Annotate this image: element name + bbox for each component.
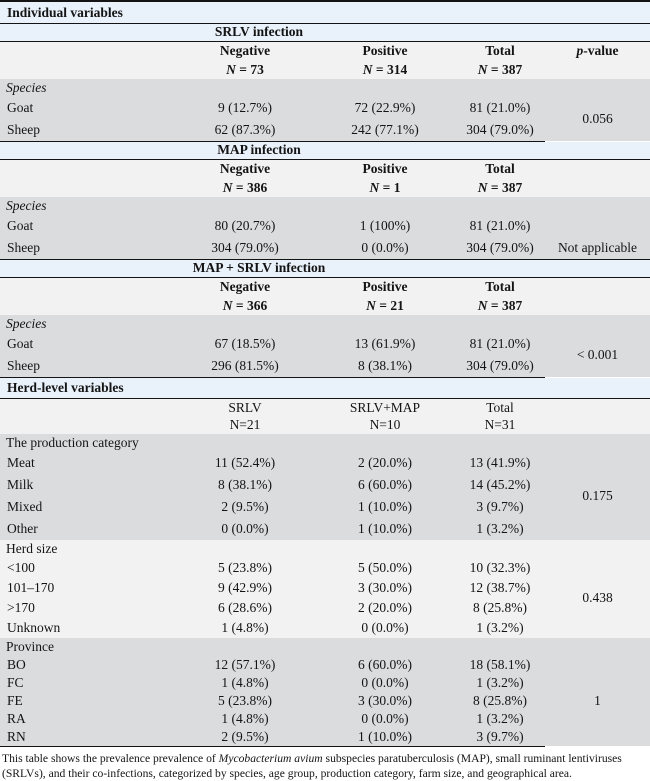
col-header-srlv-map: SRLV+MAP	[349, 399, 421, 415]
column-header-row	[0, 398, 650, 416]
row-label: Goat	[7, 336, 34, 352]
cell-value: 72 (22.9%)	[354, 100, 416, 116]
n-value: N = 386	[222, 179, 268, 195]
n-row	[0, 296, 650, 315]
p-value: 0.056	[582, 111, 613, 127]
cell-value: 81 (21.0%)	[469, 100, 531, 116]
cell-value: 2 (9.5%)	[221, 499, 269, 515]
col-header-positive: Positive	[362, 43, 408, 59]
row-label: BO	[7, 657, 26, 673]
cell-value: 2 (9.5%)	[175, 728, 315, 746]
cell-value: 304 (79.0%)	[455, 119, 545, 141]
n-row	[0, 416, 650, 434]
cell-value: 296 (81.5%)	[175, 355, 315, 377]
cell-value: 1 (10.0%)	[358, 521, 412, 537]
group-label: Herd size	[6, 541, 58, 557]
row-label: Goat	[7, 100, 34, 116]
table-row	[0, 215, 650, 237]
col-header-negative: Negative	[219, 161, 271, 177]
group-label: Species	[6, 198, 47, 214]
col-header-total: Total	[485, 161, 515, 177]
cell-value: 9 (42.9%)	[218, 580, 272, 596]
row-label: RN	[0, 728, 175, 746]
group-label-row	[0, 197, 650, 215]
spacer-cell	[545, 398, 650, 416]
p-value: 0.175	[582, 488, 613, 504]
cell-value: 1 (4.8%)	[221, 711, 269, 727]
col-header-positive: Positive	[362, 161, 408, 177]
cell-value: 8 (38.1%)	[315, 355, 455, 377]
table-row	[0, 237, 650, 259]
spacer-cell	[0, 277, 175, 296]
spacer-cell	[545, 215, 650, 237]
table-caption	[0, 747, 650, 781]
cell-value: 0 (0.0%)	[361, 620, 409, 636]
cell-value: 3 (9.7%)	[455, 728, 545, 746]
caption-species-name: Mycobacterium avium	[218, 751, 323, 765]
cell-value: 67 (18.5%)	[214, 336, 276, 352]
group-label-row	[0, 638, 650, 656]
column-header-row	[0, 159, 650, 178]
cell-value: 11 (52.4%)	[214, 455, 276, 471]
group-label: Species	[6, 80, 47, 96]
n-value: N = 387	[477, 179, 523, 195]
spacer-cell	[0, 416, 175, 434]
cell-value: 1 (3.2%)	[476, 711, 524, 727]
cell-value: 0 (0.0%)	[361, 711, 409, 727]
cell-value: 10 (32.3%)	[469, 560, 531, 576]
column-header-row	[0, 277, 650, 296]
spacer-cell	[0, 60, 175, 79]
row-label: RA	[7, 711, 26, 727]
cell-value: 12 (57.1%)	[214, 657, 276, 673]
spacer-cell	[545, 60, 650, 79]
row-label: >170	[7, 600, 35, 616]
row-label: Goat	[7, 218, 34, 234]
row-label: Meat	[7, 455, 35, 471]
cell-value: 1 (10.0%)	[315, 728, 455, 746]
group-label: Province	[6, 639, 54, 655]
n-value: N = 387	[477, 61, 523, 77]
row-label: FC	[7, 675, 24, 691]
group-label-row	[0, 79, 650, 97]
spacer-cell	[0, 159, 175, 178]
section-title-row	[0, 259, 650, 277]
cell-value: 8 (38.1%)	[218, 477, 272, 493]
cell-value: 304 (79.0%)	[455, 355, 545, 377]
col-header-total: Total	[486, 399, 514, 415]
caption-text-post: subspecies paratuberculosis (MAP), small ruminant lentiviruses (SRLVs), and their co-infections, categorized by species, age group, production category, farm size, and geographical area.	[2, 751, 622, 780]
spacer-cell	[545, 416, 650, 434]
table-row	[0, 656, 650, 674]
section-title: MAP infection	[0, 141, 650, 159]
spacer-cell	[545, 277, 650, 296]
section-title-row	[0, 141, 650, 159]
cell-value: 1 (4.8%)	[221, 675, 269, 691]
table-row	[0, 558, 650, 578]
cell-value: 1 (4.8%)	[221, 620, 269, 636]
group-label-row	[0, 434, 650, 452]
cell-value: 5 (23.8%)	[218, 560, 272, 576]
p-value: 1	[594, 693, 601, 709]
cell-value: 81 (21.0%)	[469, 218, 531, 234]
cell-value: 0 (0.0%)	[361, 675, 409, 691]
section-title-row	[0, 23, 650, 41]
col-header-negative: Negative	[219, 279, 271, 295]
col-header-negative: Negative	[219, 43, 271, 59]
cell-value: 9 (12.7%)	[218, 100, 272, 116]
row-label: Unknown	[7, 620, 61, 636]
cell-value: 6 (60.0%)	[358, 657, 412, 673]
cell-value: 0 (0.0%)	[315, 237, 455, 259]
cell-value: 1 (3.2%)	[476, 675, 524, 691]
n-value: N = 73	[226, 61, 264, 77]
row-label: Milk	[7, 477, 34, 493]
cell-value: 3 (30.0%)	[358, 693, 412, 709]
herd-header-label: Herd-level variables	[0, 377, 650, 398]
cell-value: 8 (25.8%)	[473, 693, 527, 709]
group-label: The production category	[6, 435, 139, 451]
herd-header-row	[0, 377, 650, 398]
spacer-cell	[545, 178, 650, 197]
row-label: Sheep	[0, 119, 175, 141]
cell-value: 13 (41.9%)	[469, 455, 531, 471]
section-title: SRLV infection	[0, 23, 650, 41]
cell-value: 3 (30.0%)	[358, 580, 412, 596]
p-value: Not applicable	[545, 237, 650, 259]
section-title: MAP + SRLV infection	[0, 259, 650, 277]
spacer-cell	[0, 296, 175, 315]
cell-value: 8 (25.8%)	[473, 600, 527, 616]
n-value: N = 366	[222, 297, 268, 313]
cell-value: 80 (20.7%)	[214, 218, 276, 234]
spacer-cell	[0, 178, 175, 197]
top-header-label: Individual variables	[0, 1, 650, 23]
n-value: N=21	[229, 417, 261, 433]
cell-value: 6 (60.0%)	[358, 477, 412, 493]
n-value: N=10	[369, 417, 401, 433]
cell-value: 242 (77.1%)	[315, 119, 455, 141]
cell-value: 1 (3.2%)	[476, 620, 524, 636]
cell-value: 18 (58.1%)	[469, 657, 531, 673]
cell-value: 5 (23.8%)	[218, 693, 272, 709]
p-value: 0.438	[582, 590, 613, 606]
row-label: Other	[7, 521, 38, 537]
cell-value: 5 (50.0%)	[358, 560, 412, 576]
col-header-total: Total	[485, 43, 515, 59]
cell-value: 1 (10.0%)	[358, 499, 412, 515]
spacer-cell	[0, 398, 175, 416]
spacer-cell	[0, 41, 175, 60]
cell-value: 3 (9.7%)	[476, 499, 524, 515]
group-label: Species	[6, 316, 47, 332]
table-row	[0, 452, 650, 474]
cell-value: 304 (79.0%)	[455, 237, 545, 259]
cell-value: 304 (79.0%)	[175, 237, 315, 259]
caption-text-pre: This table shows the prevalence prevalence of	[2, 751, 219, 765]
row-label: Mixed	[7, 499, 43, 515]
group-label-row	[0, 315, 650, 333]
row-label: 101–170	[7, 580, 55, 596]
col-header-positive: Positive	[362, 279, 408, 295]
top-header-row	[0, 1, 650, 23]
spacer-cell	[545, 296, 650, 315]
n-value: N = 21	[366, 297, 404, 313]
cell-value: 6 (28.6%)	[218, 600, 272, 616]
cell-value: 81 (21.0%)	[469, 336, 531, 352]
cell-value: 2 (20.0%)	[358, 600, 412, 616]
p-value: < 0.001	[576, 347, 619, 363]
cell-value: 13 (61.9%)	[354, 336, 416, 352]
n-value: N = 1	[369, 179, 401, 195]
p-value-header: p-value	[576, 43, 619, 59]
row-label: FE	[7, 693, 23, 709]
n-row	[0, 178, 650, 197]
cell-value: 2 (20.0%)	[358, 455, 412, 471]
cell-value: 62 (87.3%)	[175, 119, 315, 141]
col-header-total: Total	[485, 279, 515, 295]
cell-value: 14 (45.2%)	[469, 477, 531, 493]
cell-value: 12 (38.7%)	[469, 580, 531, 596]
n-row	[0, 60, 650, 79]
n-value: N = 387	[477, 297, 523, 313]
cell-value: 1 (3.2%)	[476, 521, 524, 537]
table-row	[0, 97, 650, 119]
spacer-cell	[545, 159, 650, 178]
cell-value: 1 (100%)	[359, 218, 411, 234]
group-label-row	[0, 540, 650, 558]
col-header-srlv: SRLV	[228, 399, 262, 415]
table-row	[0, 333, 650, 355]
n-value: N = 314	[362, 61, 408, 77]
row-label: Sheep	[0, 237, 175, 259]
row-label: Sheep	[0, 355, 175, 377]
cell-value: 0 (0.0%)	[221, 521, 269, 537]
n-value: N=31	[484, 417, 516, 433]
column-header-row	[0, 41, 650, 60]
row-label: <100	[7, 560, 35, 576]
